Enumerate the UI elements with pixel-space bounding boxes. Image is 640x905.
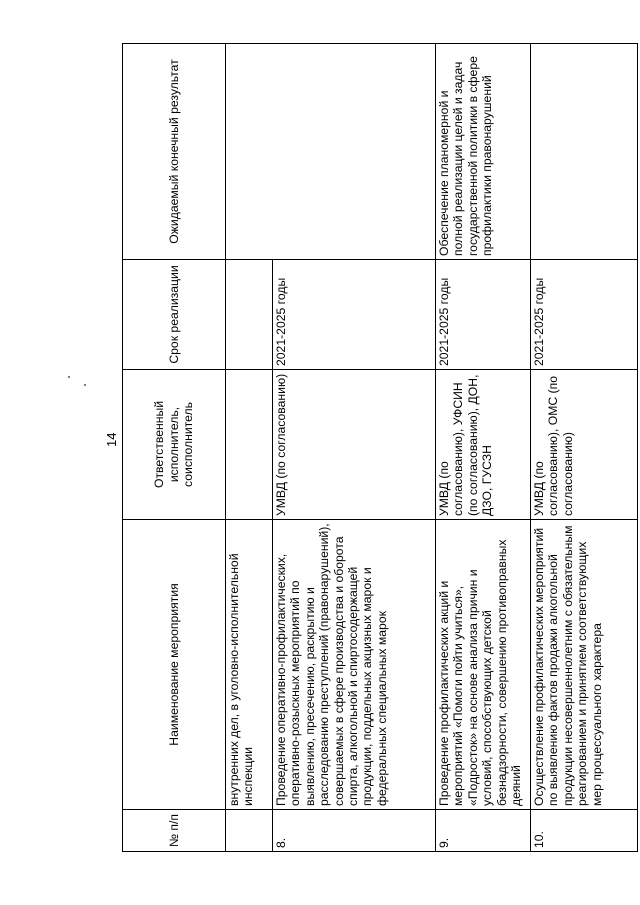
cell-num: 10.: [531, 810, 638, 852]
scan-dot: [84, 384, 86, 386]
cell-executor: [226, 370, 273, 520]
scan-dot: [68, 376, 70, 378]
cell-name: Проведение оперативно-профилактических, оперативно-розыскных мероприятий по выявлению, пресечению, раскрытию и расследованию преступлений (правонарушений), совершаемых в сфере производства и оборота спирта, алкогольной и спиртосодержащей продукции, поддельных акцизных марок и федеральных специальных марок: [273, 520, 436, 810]
cell-term: 2021-2025 годы: [273, 260, 436, 370]
header-term: Срок реализации: [123, 260, 226, 370]
cell-result: [226, 44, 436, 260]
header-executor: Ответственный исполнитель, соисполнитель: [123, 370, 226, 520]
measures-table: [122, 43, 638, 852]
header-num: № п/п: [123, 810, 226, 852]
table-header-row: [123, 44, 226, 852]
page-number: 14: [104, 432, 119, 447]
header-result: Ожидаемый конечный результат: [123, 44, 226, 260]
cell-num: 9.: [436, 810, 531, 852]
cell-result: [531, 44, 638, 260]
cell-name: внутренних дел, в уголовно-исполнительной инспекции: [226, 520, 273, 810]
cell-result: Обеспечение планомерной и полной реализации целей и задач государственной политики в сфере профилактики правонарушений: [436, 44, 531, 260]
cell-num: 8.: [273, 810, 436, 852]
cell-term: 2021-2025 годы: [436, 260, 531, 370]
cell-executor: УМВД (по согласованию), ОМС (по согласованию): [531, 370, 638, 520]
cell-name: Проведение профилактических акций и мероприятий «Помоги пойти учиться», «Подросток» на основе анализа причин и условий, способствующих детской безнадзорности, совершению противоправных деяний: [436, 520, 531, 810]
cell-executor: УМВД (по согласованию), УФСИН (по согласованию), ДОН, ДЗО, ГУСЗН: [436, 370, 531, 520]
cell-num: [226, 810, 273, 852]
rotated-table-wrapper: [122, 43, 638, 852]
cell-term: [226, 260, 273, 370]
table-row: [436, 44, 531, 852]
cell-executor: УМВД (по согласованию): [273, 370, 436, 520]
table-row-continuation: [226, 44, 273, 852]
header-name: Наименование мероприятия: [123, 520, 226, 810]
table-row: [531, 44, 638, 852]
cell-term: 2021-2025 годы: [531, 260, 638, 370]
cell-name: Осуществление профилактических мероприятий по выявлению фактов продажи алкогольной продукции несовершеннолетним с обязательным реагированием и принятием соответствующих мер процессуального характера: [531, 520, 638, 810]
